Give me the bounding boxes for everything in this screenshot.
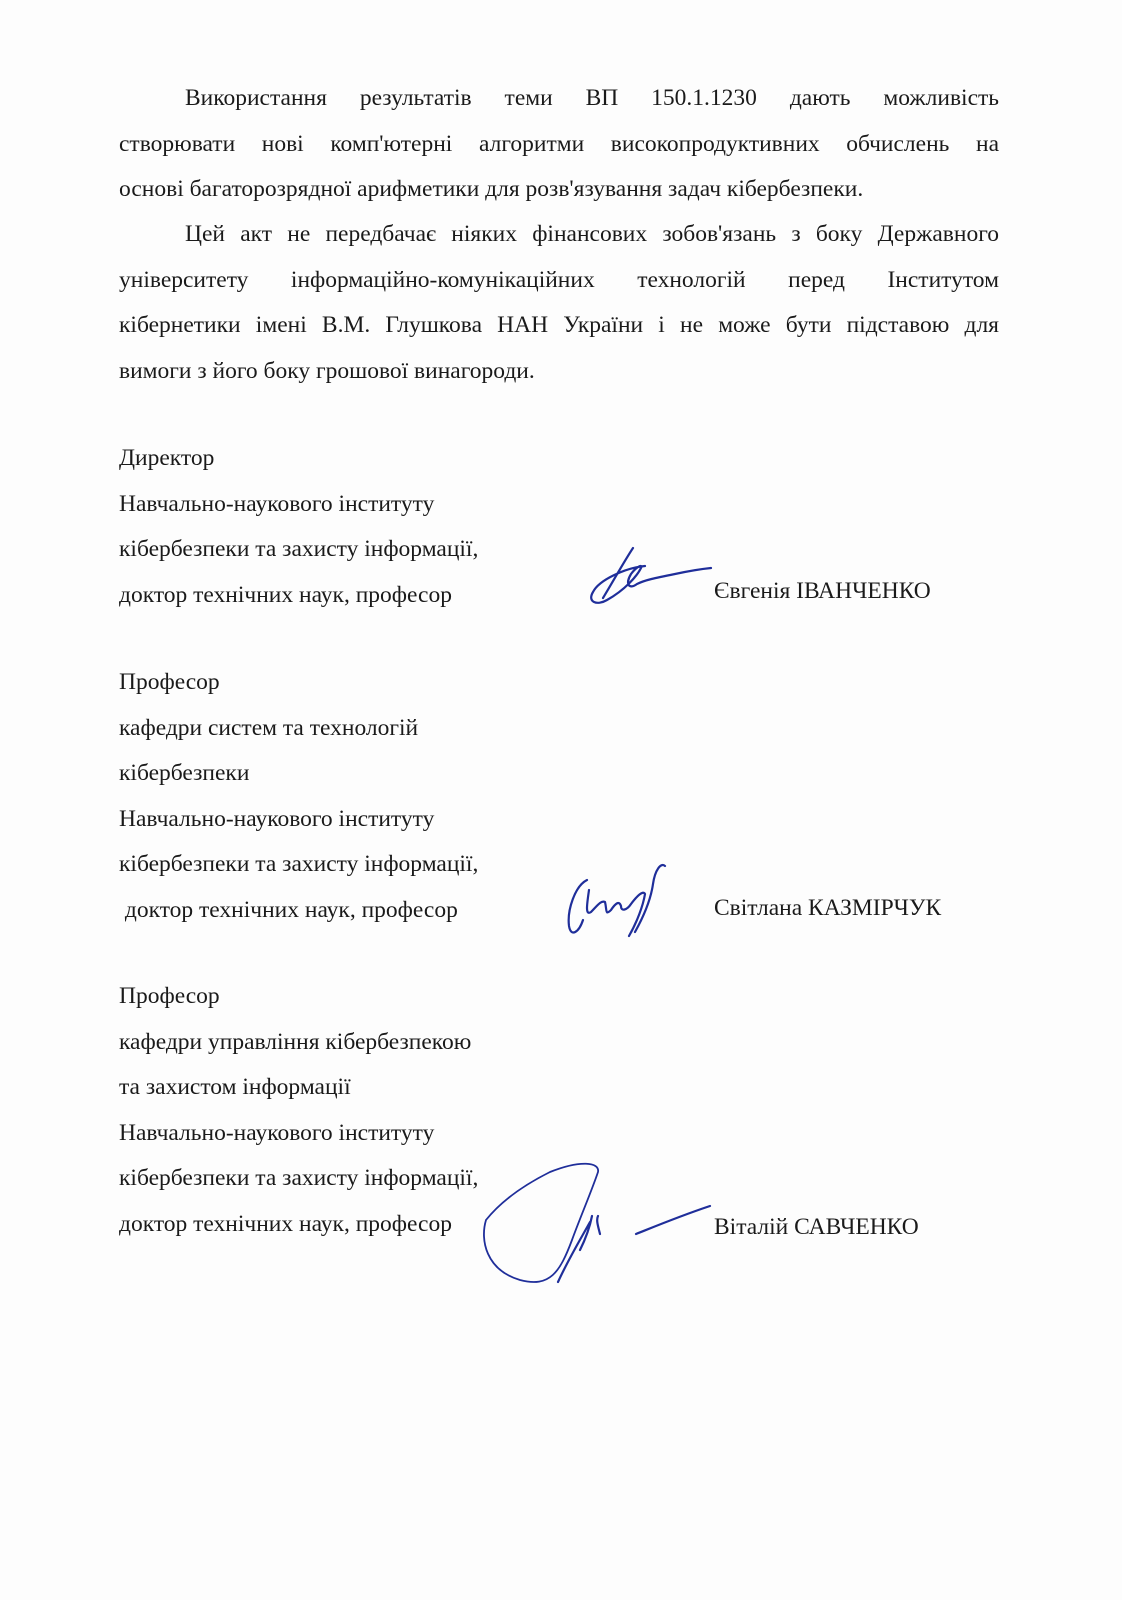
signatory-professor-savchenko-title bbox=[119, 974, 478, 1247]
paragraph-usage bbox=[119, 76, 999, 213]
title-line: Навчально-наукового інституту bbox=[119, 490, 435, 517]
paragraph-line: створювати нові комп'ютерні алгоритми високопродуктивних обчислень на bbox=[119, 130, 999, 157]
signature-savchenko bbox=[480, 1160, 720, 1290]
title-line: кібербезпеки та захисту інформації, bbox=[119, 851, 479, 877]
paragraph-line: Використання результатів теми ВП 150.1.1230 дають можливість bbox=[185, 85, 999, 111]
title-line: кібербезпеки та захисту інформації, bbox=[119, 536, 479, 562]
signatory-professor-kazmirchuk-title bbox=[119, 660, 478, 933]
title-line: Професор bbox=[119, 669, 220, 695]
title-line: доктор технічних наук, професор bbox=[119, 581, 452, 608]
paragraph-line: вимоги з його боку грошової винагороди. bbox=[119, 357, 535, 384]
paragraph-line: основі багаторозрядної арифметики для розв'язування задач кібербезпеки. bbox=[119, 176, 864, 202]
title-line: доктор технічних наук, професор bbox=[119, 896, 458, 923]
title-line: та захистом інформації bbox=[119, 1074, 351, 1100]
signature-ivanchenko bbox=[585, 540, 715, 610]
title-line: Навчально-наукового інституту bbox=[119, 805, 435, 832]
title-line: кібербезпеки bbox=[119, 760, 250, 786]
paragraph-no-obligations bbox=[119, 212, 999, 394]
signature-kazmirchuk bbox=[565, 860, 685, 960]
title-line: Директор bbox=[119, 445, 215, 471]
title-line: Навчально-наукового інституту bbox=[119, 1119, 435, 1146]
title-line: Професор bbox=[119, 983, 220, 1009]
signatory-name: Світлана КАЗМІРЧУК bbox=[714, 895, 942, 921]
title-line: кібербезпеки та захисту інформації, bbox=[119, 1165, 479, 1191]
title-line: кафедри систем та технологій bbox=[119, 714, 419, 741]
paragraph-line: кібернетики імені В.М. Глушкова НАН України і не може бути підставою для bbox=[119, 312, 999, 338]
signatory-name: Віталій САВЧЕНКО bbox=[714, 1214, 919, 1240]
signatory-director-title bbox=[119, 436, 478, 618]
paragraph-line: Цей акт не передбачає ніяких фінансових зобов'язань з боку Державного bbox=[185, 221, 999, 247]
signatory-name: Євгенія ІВАНЧЕНКО bbox=[714, 578, 931, 604]
title-line: доктор технічних наук, професор bbox=[119, 1210, 452, 1237]
title-line: кафедри управління кібербезпекою bbox=[119, 1028, 472, 1055]
paragraph-line: університету інформаційно-комунікаційних технологій перед Інститутом bbox=[119, 266, 999, 293]
